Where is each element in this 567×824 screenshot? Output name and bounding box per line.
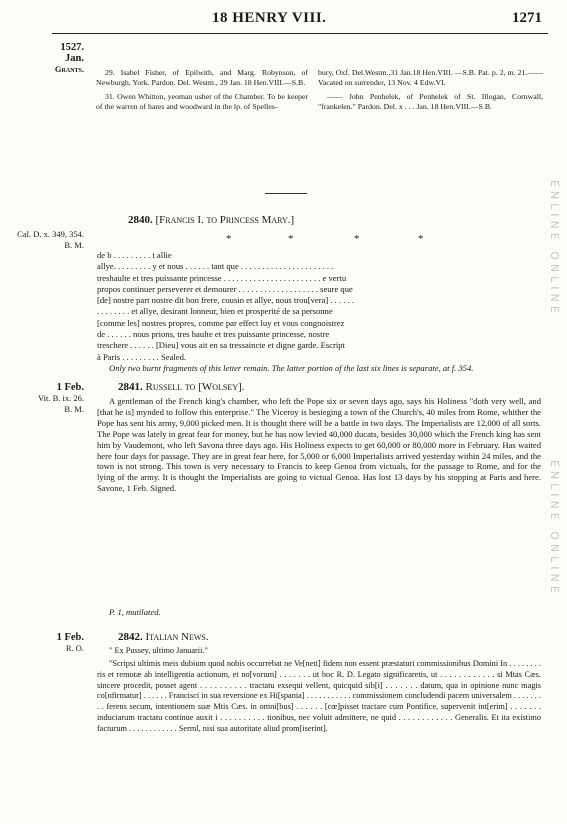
entry-2842-heading: [118, 631, 209, 643]
margin-month: Jan.: [65, 53, 84, 64]
entry-2842-number: 2842.: [118, 631, 143, 643]
grant-31: 31. Owen Whitton, yeoman usher of the Chamber. To be keeper of the warren of hares and woodward in the lp. of Spelles-: [96, 91, 308, 112]
page-number: 1271: [512, 10, 542, 26]
letter-line: treshaulte et tres puissante princesse . . . . . . . . . . . . . . . . . . . . . . . e vertu: [97, 272, 347, 283]
letter-line: [comme les] nostres propres, comme par effect luy et vous congnoistrez: [97, 317, 345, 328]
grants-left-column: [96, 68, 308, 113]
running-title: 18 HENRY VIII.: [212, 10, 327, 26]
ellipsis-star: *: [288, 233, 294, 245]
section-separator: [265, 193, 307, 194]
entry-2841-heading: [118, 381, 244, 393]
grant-31-continued: bury, Oxf. Del.Westm.,31 Jan.18 Hen.VIII. —S.B. Pat. p. 2, m. 21.——Vacated on surrender, 13 Nov. 4 Edw.VI.: [318, 68, 543, 88]
ellipsis-star: *: [354, 233, 360, 245]
header-rule: [52, 33, 548, 34]
watermark: ENLINE ONLINE: [548, 460, 561, 597]
letter-line: de b . . . . . . . . . t allie: [97, 250, 172, 260]
entry-2842-date: 1 Feb.: [56, 632, 84, 643]
entry-2842-title-line: " Ex Pussey, ultimo Januarii.": [109, 646, 208, 655]
entry-2840-heading: [128, 214, 294, 226]
ellipsis-star: *: [418, 233, 424, 245]
entry-2841-repo: B. M.: [64, 404, 84, 414]
margin-year: 1527.: [60, 42, 84, 53]
entry-2840-margin: [4, 229, 84, 251]
letter-line: treschere . . . . . . [Dieu] vous ait en sa tressaincte et digne garde. Escript: [97, 340, 345, 351]
grant-29: 29. Isabel Fisher, of Epilwith, and Marg. Robynson, of Newburgh, York. Pardon. Del. Westm., 29 Jan. 18 Hen.VIII.—S.B.: [96, 68, 308, 88]
letter-line: allye. . . . . . . . . y et nous . . . . . . tant que . . . . . . . . . . . . . . . . . . . . . .: [97, 261, 334, 272]
letter-line: [de] nostre part nostre dit bon frere, cousin et allye, nous trou[vera] . . . . . .: [97, 295, 355, 306]
watermark: ENLINE ONLINE: [548, 180, 561, 317]
entry-2841-date: 1 Feb.: [56, 382, 84, 393]
letter-line: de . . . . . . nous prions, tres haulte et tres puissante princesse, nostre: [97, 329, 330, 340]
entry-2840-note: Only two burnt fragments of this letter remain. The latter portion of the last six lines is separate, at f. 354.: [109, 362, 474, 373]
entry-2841-body: A gentleman of the French king's chamber, who left the Pope six or seven days ago, says his Holiness "doth very well, and [that he is] mynded to follow this enterprise." The Viceroy is besieging a town of the Church's, 40 miles from Rome, whither the Pope has sent his army, 9,000 picked men. It is thought there will be a battle in two days. The Imperialists are 12,000 of all sorts. The Pope was lately in great fear for money, but he has now levied 40,000 ducats, besides 30,000 which the French king has sent him by Vaudemont, who left Savona three days ago. His Holiness expects to get 60,000 or 80,000 more in February. Has waited here four days for passage. They are in great fear here, for 5,000 or 6,000 Imperialists arrived yesterday within 24 miles, and the town is not strong. This town is very necessary to Francis to keep Genoa from victuals, for the passage to Rome, and for the lying of the army. It is thought the Imperialists are going to victual Genoa. Has lost 13 days by his stopping at Paris and here. Savone, 1 Feb. Signed.: [97, 396, 541, 494]
entry-2841-ref: Vit. B. ix. 26.: [37, 393, 84, 403]
entry-2840-repo: B. M.: [64, 240, 84, 250]
entry-2842-body: "Scripsi ultimis meis dubium quod nobis occurrebat ne Ve[neti] fidem non essent præstaturi commissionibus Domini In . . . . . . . . ris et remotæ ab intelligentia actionum, et no[vorum] . . . . . . . ut hoc R. D. Legato significaretis, ut . . . . . . . . . . . . si Mtas Cæs. sincere procedit, posset agent . . . . . . . . . . tractatu exsequi vellent, quicquid sib[i] . . . . . . . datum, qua in opinione nunc magis co[nfirmatur] . . . . . . Francisci in sua reversione ex Hi[spania] . . . . . . . . . . . commissionem concludendi pacem universalem . . . . . . . . . ferens secum, intentionem suæ Mtis Cæs. in omni[bus] . . . . . . [cœ]pisset tractare cum Pontifice, supervenit int[erim] . . . . . . . induciarum tractatu continue auxit i . . . . . . . . . . tionibus, nec voluit admittere, ne quid . . . . . . . . . . . . Generalis. Et ita existimo facturum . . . . . . . . . . . . Serml, nisi sua autoritate aliud prom[iserint].: [97, 659, 541, 733]
letter-line: . . . . . . . . et allye, desirant lonneur, bien et prosperité de sa personne: [97, 306, 333, 317]
ellipsis-star: *: [226, 233, 232, 245]
grants-right-column: [318, 68, 543, 113]
entry-2841-margin: [4, 382, 84, 415]
entry-2842-repo: R. O.: [65, 643, 84, 653]
entry-2840-ref: Cal. D. x. 349, 354.: [17, 229, 84, 239]
entry-2841-note: P. 1, mutilated.: [109, 607, 161, 617]
letter-line: propos continuer perseverer et demourer . . . . . . . . . . . . . . . . . . . seure que: [97, 283, 353, 294]
entry-2840-letter: [97, 250, 541, 374]
grant-penhelek: —— John Penhelek, of Penhelek of St. Illogan, Cornwall, "frankelen." Pardon. Del. x . . . Jan. 18 Hen.VIII.—S.B.: [318, 91, 543, 112]
entry-2840-title: [Francis I. to Princess Mary.]: [155, 214, 295, 226]
letter-line: à Paris . . . . . . . . . Sealed.: [97, 351, 187, 362]
entry-2842-title: Italian News.: [145, 631, 209, 643]
margin-date-block: [4, 42, 84, 75]
entry-2842-margin: [4, 632, 84, 654]
entry-2841-number: 2841.: [118, 381, 143, 393]
entry-2841-title: Russell to [Wolsey].: [145, 381, 245, 393]
margin-section: Grants.: [54, 64, 84, 74]
entry-2840-number: 2840.: [128, 214, 153, 226]
